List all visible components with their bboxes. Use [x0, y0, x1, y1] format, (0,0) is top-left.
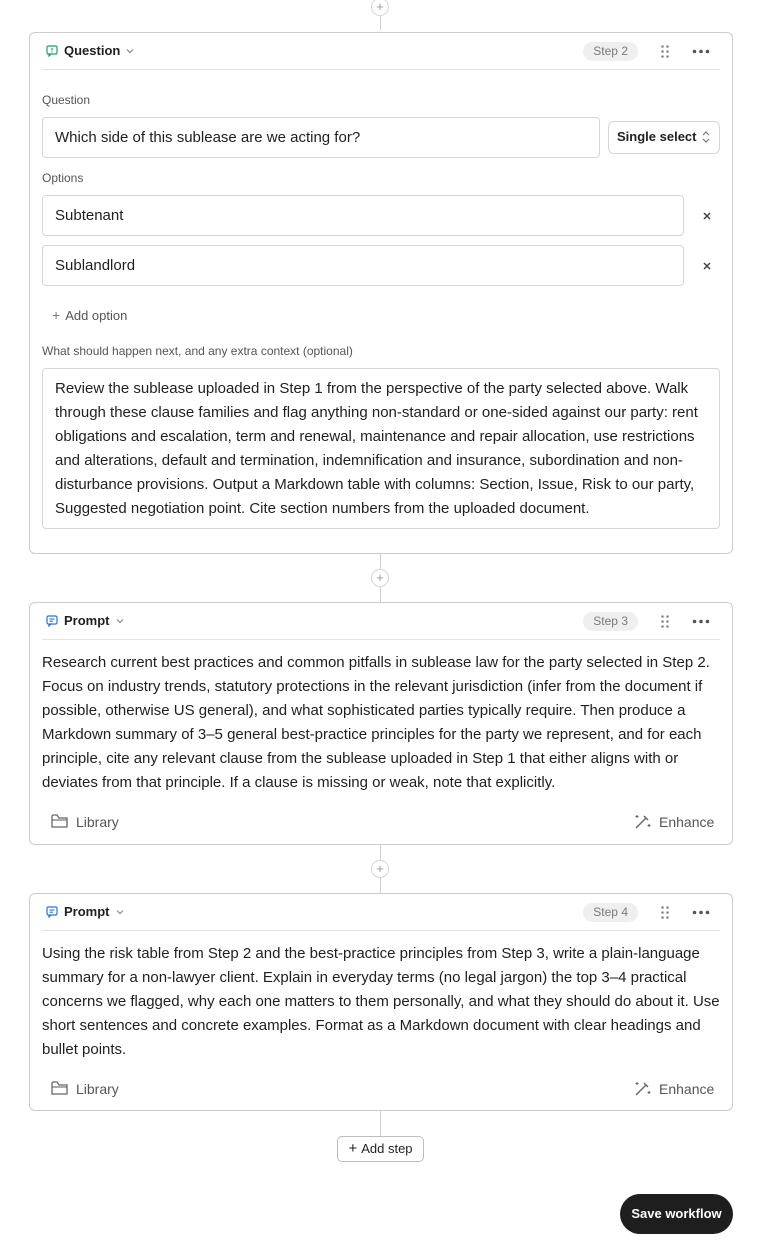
question-input[interactable]: Which side of this sublease are we acting for?: [42, 117, 600, 158]
card-header: [42, 894, 720, 931]
connector: [380, 1111, 381, 1136]
close-icon[interactable]: [700, 209, 714, 223]
save-workflow-button[interactable]: Save workflow: [620, 1194, 733, 1234]
step-badge: Step 2: [583, 42, 638, 61]
question-icon: [46, 45, 58, 57]
enhance-label: Enhance: [659, 1081, 715, 1097]
more-icon[interactable]: [692, 49, 710, 54]
chevron-down-icon[interactable]: [124, 45, 136, 57]
plus-icon: +: [52, 307, 61, 323]
library-label: Library: [76, 1081, 119, 1097]
prompt-text[interactable]: Using the risk table from Step 2 and the best-practice principles from Step 3, write a plain-language summary for a non-lawyer client. Explain in everyday terms (no legal jargon) the top 3–4 practical concerns we flagged, why each one matters to them personally, and what they should do about it. Use short sentences and concrete examples. Format as a Markdown document with clear headings and bullet points.: [42, 945, 720, 1058]
card-header: [42, 33, 720, 70]
prompt-icon: [46, 906, 58, 918]
drag-handle-icon[interactable]: [660, 614, 670, 629]
add-option-button[interactable]: [52, 307, 127, 323]
insert-step-plus-icon[interactable]: +: [371, 0, 389, 16]
chevron-up-down-icon: [701, 130, 711, 144]
step-card-prompt: [29, 602, 733, 845]
enhance-button[interactable]: [633, 1079, 723, 1099]
more-icon[interactable]: [692, 910, 710, 915]
more-icon[interactable]: [692, 619, 710, 624]
chevron-down-icon[interactable]: [114, 906, 126, 918]
prompt-text[interactable]: Research current best practices and common pitfalls in sublease law for the party selected in Step 2. Focus on industry trends, statutory protections in the relevant jurisdiction (infer from the document if possible, otherwise US general), and what sophisticated parties typically require. Then produce a Markdown summary of 3–5 general best-practice principles for the party we represent, and for each principle, cite any relevant clause from the sublease uploaded in Step 1 that either aligns with or deviates from that principle. If a clause is missing or weak, note that explicitly.: [42, 654, 710, 791]
add-option-label: Add option: [65, 308, 128, 323]
magic-wand-icon: [633, 812, 653, 830]
context-textarea[interactable]: Review the sublease uploaded in Step 1 from the perspective of the party selected above. Walk through these clause families and flag anything non-standard or one-sided against our party: rent obligations and escalation, term and renewal, maintenance and repair allocation, use restrictions and alterations, default and termination, indemnification and insurance, subordination and non-disturbance provisions. Output a Markdown table with columns: Section, Issue, Risk to our party, Suggested negotiation point. Cite section numbers from the uploaded document.: [42, 368, 720, 529]
step-type-label[interactable]: Question: [64, 43, 121, 58]
folder-icon: [50, 1079, 70, 1097]
insert-step-plus-icon[interactable]: +: [371, 860, 389, 878]
answer-type-select[interactable]: [608, 121, 720, 154]
question-label: Question: [42, 93, 91, 107]
context-label: What should happen next, and any extra context (optional): [42, 344, 353, 358]
step-type-label[interactable]: Prompt: [64, 904, 110, 919]
plus-icon: +: [348, 1140, 358, 1157]
options-label: Options: [42, 171, 84, 185]
enhance-button[interactable]: [633, 812, 723, 832]
step-card-prompt: [29, 893, 733, 1111]
library-button[interactable]: [50, 1079, 130, 1099]
drag-handle-icon[interactable]: [660, 44, 670, 59]
insert-step-plus-icon[interactable]: +: [371, 569, 389, 587]
folder-icon: [50, 812, 70, 830]
answer-type-value: Single select: [617, 129, 697, 144]
step-badge: Step 4: [583, 903, 638, 922]
step-type-label[interactable]: Prompt: [64, 613, 110, 628]
magic-wand-icon: [633, 1079, 653, 1097]
close-icon[interactable]: [700, 259, 714, 273]
step-card-question: [29, 32, 733, 554]
option-input[interactable]: Sublandlord: [42, 245, 684, 286]
chevron-down-icon[interactable]: [114, 615, 126, 627]
drag-handle-icon[interactable]: [660, 905, 670, 920]
library-label: Library: [76, 814, 119, 830]
option-input[interactable]: Subtenant: [42, 195, 684, 236]
library-button[interactable]: [50, 812, 130, 832]
enhance-label: Enhance: [659, 814, 715, 830]
step-badge: Step 3: [583, 612, 638, 631]
card-header: [42, 603, 720, 640]
add-step-label: Add step: [361, 1141, 413, 1156]
prompt-icon: [46, 615, 58, 627]
add-step-button[interactable]: [337, 1136, 424, 1162]
